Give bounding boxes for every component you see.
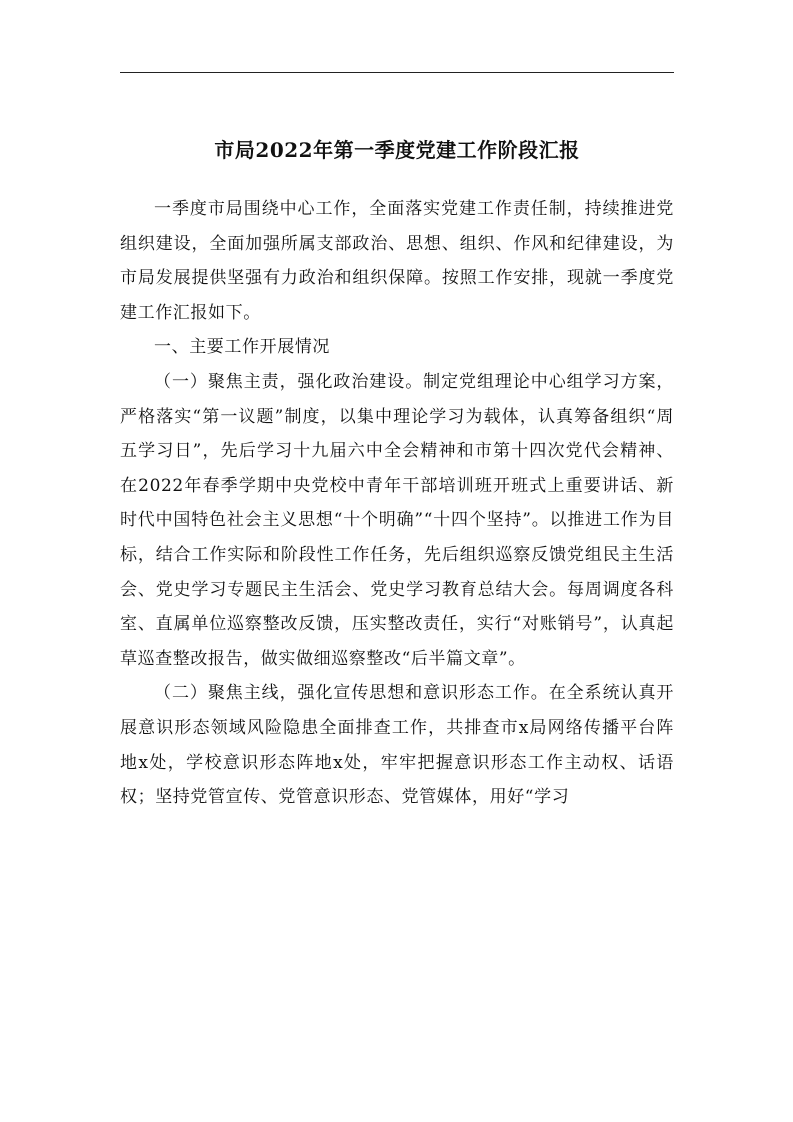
paragraph-political-building: （一）聚焦主责，强化政治建设。制定党组理论中心组学习方案，严格落实“第一议题”制度，以集中理论学习为载体，认真筹备组织“周五学习日”，先后学习十九届六中全会精神和市第十四次党代会精神、在2022年春季学期中央党校中青年干部培训班开班式上重要讲话、新时代中国特色社会主义思想“十个明确”“十四个坚持”。以推进工作为目标，结合工作实际和阶段性工作任务，先后组织巡察反馈党组民主生活会、党史学习专题民主生活会、党史学习教育总结大会。每周调度各科室、直属单位巡察整改反馈，压实整改责任，实行“对账销号”，认真起草巡查整改报告，做实做细巡察整改“后半篇文章”。: [120, 371, 674, 669]
section-heading-1: 一、主要工作开展情况: [154, 337, 330, 358]
document-title: 市局2022年第一季度党建工作阶段汇报: [214, 138, 580, 162]
paragraph-ideology-work: （二）聚焦主线，强化宣传思想和意识形态工作。在全系统认真开展意识形态领域风险隐患全面排查工作，共排查市x局网络传播平台阵地x处，学校意识形态阵地x处，牢牢把握意识形态工作主动权、话语权；坚持党管宣传、党管意识形态、党管媒体，用好“学习: [120, 683, 674, 808]
header-rule: [120, 72, 674, 73]
intro-paragraph: 一季度市局围绕中心工作，全面落实党建工作责任制，持续推进党组织建设，全面加强所属支部政治、思想、组织、作风和纪律建设，为市局发展提供坚强有力政治和组织保障。按照工作安排，现就一季度党建工作汇报如下。: [120, 199, 674, 323]
document-body: [120, 192, 674, 815]
